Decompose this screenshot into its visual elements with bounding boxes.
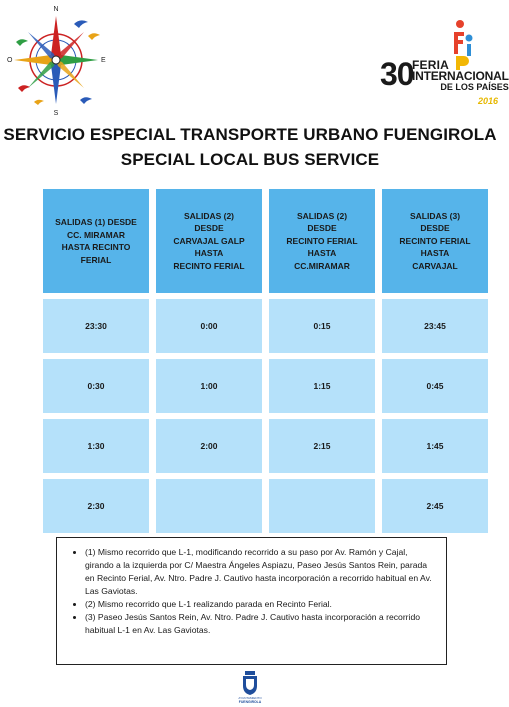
logo-year: 2016 xyxy=(478,96,499,106)
time-cell: 1:15 xyxy=(269,359,375,413)
crest-shield-icon xyxy=(243,671,257,695)
time-cell xyxy=(269,479,375,533)
header-cell-text: SALIDAS (2) DESDE CARVAJAL GALP HASTA RECINTO FERIAL xyxy=(173,210,245,271)
compass-letter-e: E xyxy=(101,57,106,64)
crest-line-1: AYUNTAMIENTO xyxy=(238,696,262,700)
page-subtitle: SPECIAL LOCAL BUS SERVICE xyxy=(120,150,380,169)
notes-list xyxy=(63,546,436,637)
logo-line-paises: DE LOS PAÍSES xyxy=(440,82,509,92)
header-cell-text: SALIDAS (2) DESDE RECINTO FERIAL HASTA CC.MIRAMAR xyxy=(286,210,358,271)
header-cell xyxy=(382,189,488,293)
time-cell: 23:45 xyxy=(382,299,488,353)
header-cell xyxy=(43,189,149,293)
header-cell xyxy=(156,189,262,293)
time-cell: 1:45 xyxy=(382,419,488,473)
logo-text xyxy=(412,60,509,93)
page-title: SERVICIO ESPECIAL TRANSPORTE URBANO FUENGIROLA xyxy=(3,125,497,144)
time-cell: 23:30 xyxy=(43,299,149,353)
compass-letter-s: S xyxy=(53,110,59,117)
time-cell: 2:45 xyxy=(382,479,488,533)
time-cell: 0:45 xyxy=(382,359,488,413)
header-cell-text: SALIDAS (1) DESDE CC. MIRAMAR HASTA RECINTO FERIAL xyxy=(55,217,137,265)
time-cell: 1:00 xyxy=(156,359,262,413)
route-notes xyxy=(56,537,447,665)
compass-star-icon xyxy=(14,16,98,104)
time-cell: 0:00 xyxy=(156,299,262,353)
time-cell: 2:30 xyxy=(43,479,149,533)
header-cell xyxy=(269,189,375,293)
header-cell-text: SALIDAS (3) DESDE RECINTO FERIAL HASTA CARVAJAL xyxy=(399,210,471,271)
compass-letter-o: O xyxy=(7,57,13,64)
logo-line-feria: FERIA xyxy=(412,58,449,72)
time-cell: 1:30 xyxy=(43,419,149,473)
time-cell: 2:00 xyxy=(156,419,262,473)
logo-number: 30 xyxy=(380,56,414,92)
compass-letter-n: N xyxy=(53,6,59,13)
time-cell: 0:30 xyxy=(43,359,149,413)
logo-line-internacional: INTERNACIONAL xyxy=(412,69,509,83)
time-cell: 0:15 xyxy=(269,299,375,353)
schedule-table xyxy=(43,189,488,533)
note-item: • (2) Mismo recorrido que L-1 realizando parada en Recinto Ferial. xyxy=(85,598,436,611)
note-item: • (1) Mismo recorrido que L-1, modificando recorrido a su paso por Av. Ramón y Cajal, girando a la izquierda por C/ Maestra Ángeles Aspiazu, Paseo Jesús Santos Rein, parada en Recinto Ferial, Av. Ntro. Padre J. Cautivo hasta incorporación a recorrido habitual en Av. Las Gaviotas. xyxy=(85,546,436,598)
feria-logo xyxy=(376,18,509,118)
ayuntamiento-crest-logo xyxy=(236,670,264,704)
compass-rose-logo xyxy=(4,2,108,118)
note-item: • (3) Paseo Jesús Santos Rein, Av. Ntro. Padre J. Cautivo hasta incorporación a recorrido habitual L-1 en Av. Las Gaviotas. xyxy=(85,611,436,637)
time-cell: 2:15 xyxy=(269,419,375,473)
time-cell xyxy=(156,479,262,533)
crest-line-2: FUENGIROLA xyxy=(238,700,262,704)
